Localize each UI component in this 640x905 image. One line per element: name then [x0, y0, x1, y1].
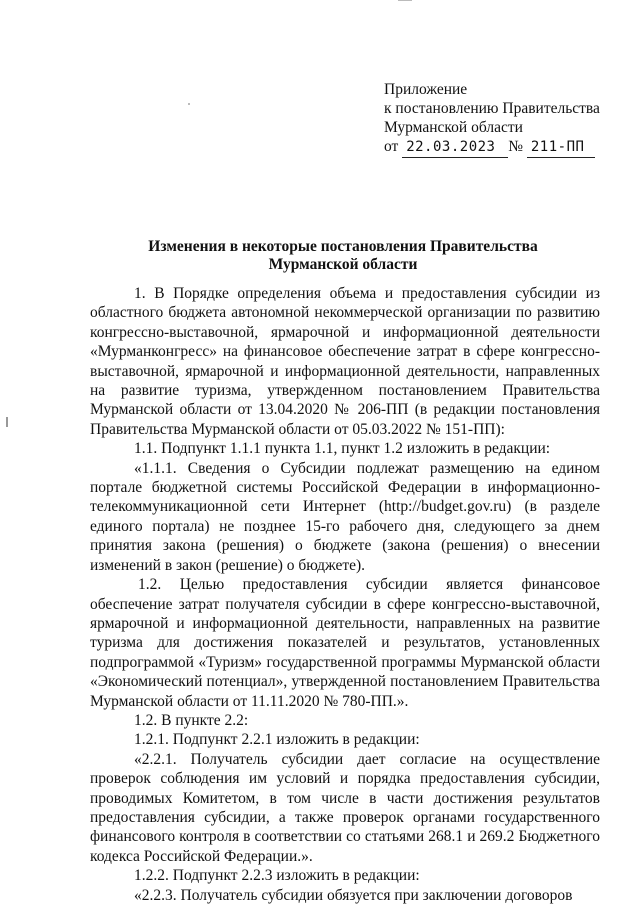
document-body	[90, 284, 600, 905]
title-line-1: Изменения в некоторые постановления Правительства	[148, 238, 538, 255]
appendix-region: Мурманской области	[384, 119, 523, 136]
resolution-date: 22.03.2023	[402, 138, 508, 158]
appendix-date-line	[384, 137, 614, 158]
scan-speck	[188, 103, 190, 105]
paragraph: 1.2. Целью предоставления субсидии является финансовое обеспечение затрат получателя субсидии в сфере конгрессно-выставочной, ярмарочной и информационной деятельности, направленных на развитие туризма для достижения показателей и результатов, установленных подпрограммой «Туризм» государственной программы Мурманской области «Экономический потенциал», утвержденной постановлением Правительства Мурманской области от 11.11.2020 № 780-ПП.».	[90, 576, 600, 710]
scan-mark	[398, 0, 412, 1]
paragraph: 1.2.2. Подпункт 2.2.3 изложить в редакции:	[134, 867, 420, 885]
paragraph: 1.2.1. Подпункт 2.2.1 изложить в редакции:	[134, 731, 420, 749]
resolution-number: 211-ПП	[527, 138, 595, 158]
appendix-ref: к постановлению Правительства	[384, 100, 600, 117]
paragraph: «2.2.3. Получатель субсидии обязуется при заключении договоров	[134, 886, 573, 904]
paragraph: 1.1. Подпункт 1.1.1 пункта 1.1, пункт 1.2 изложить в редакции:	[134, 440, 551, 458]
appendix-label: Приложение	[384, 81, 468, 98]
appendix-header	[384, 80, 614, 158]
number-label: №	[508, 138, 523, 155]
paragraph: «2.2.1. Получатель субсидии дает согласие на осуществление проверок соблюдения им условий и порядка предоставления субсидии, проводимых Комитетом, в том числе в части достижения результатов предоставления субсидии, а также проверок органами государственного финансового контроля в соответствии со статьями 268.1 и 269.2 Бюджетного кодекса Российской Федерации.».	[90, 750, 600, 865]
paragraph: «1.1.1. Сведения о Субсидии подлежат размещению на едином портале бюджетной системы Российской Федерации в информационно-телекоммуникационной сети Интернет (http://budget.gov.ru) (в разделе единого портала) не позднее 15-го рабочего дня, следующего за днем принятия закона (решения) о бюджете (закона (решения) о внесении изменений в закон (решение) о бюджете).	[90, 459, 600, 574]
title-line-2: Мурманской области	[268, 256, 418, 273]
margin-mark	[6, 417, 8, 427]
paragraph: 1.2. В пункте 2.2:	[134, 711, 249, 729]
from-label: от	[384, 138, 399, 155]
document-title	[90, 238, 596, 274]
paragraph: 1. В Порядке определения объема и предоставления субсидии из областного бюджета автономной некоммерческой организации по развитию конгрессно-выставочной, ярмарочной и информационной деятельности «Мурманконгресс» на финансовое обеспечение затрат в сфере конгрессно-выставочной, ярмарочной и информационной деятельности, направленных на развитие туризма, утвержденном постановлением Правительства Мурманской области от 13.04.2020 № 206-ПП (в редакции постановления Правительства Мурманской области от 05.03.2022 № 151-ПП):	[90, 285, 600, 438]
